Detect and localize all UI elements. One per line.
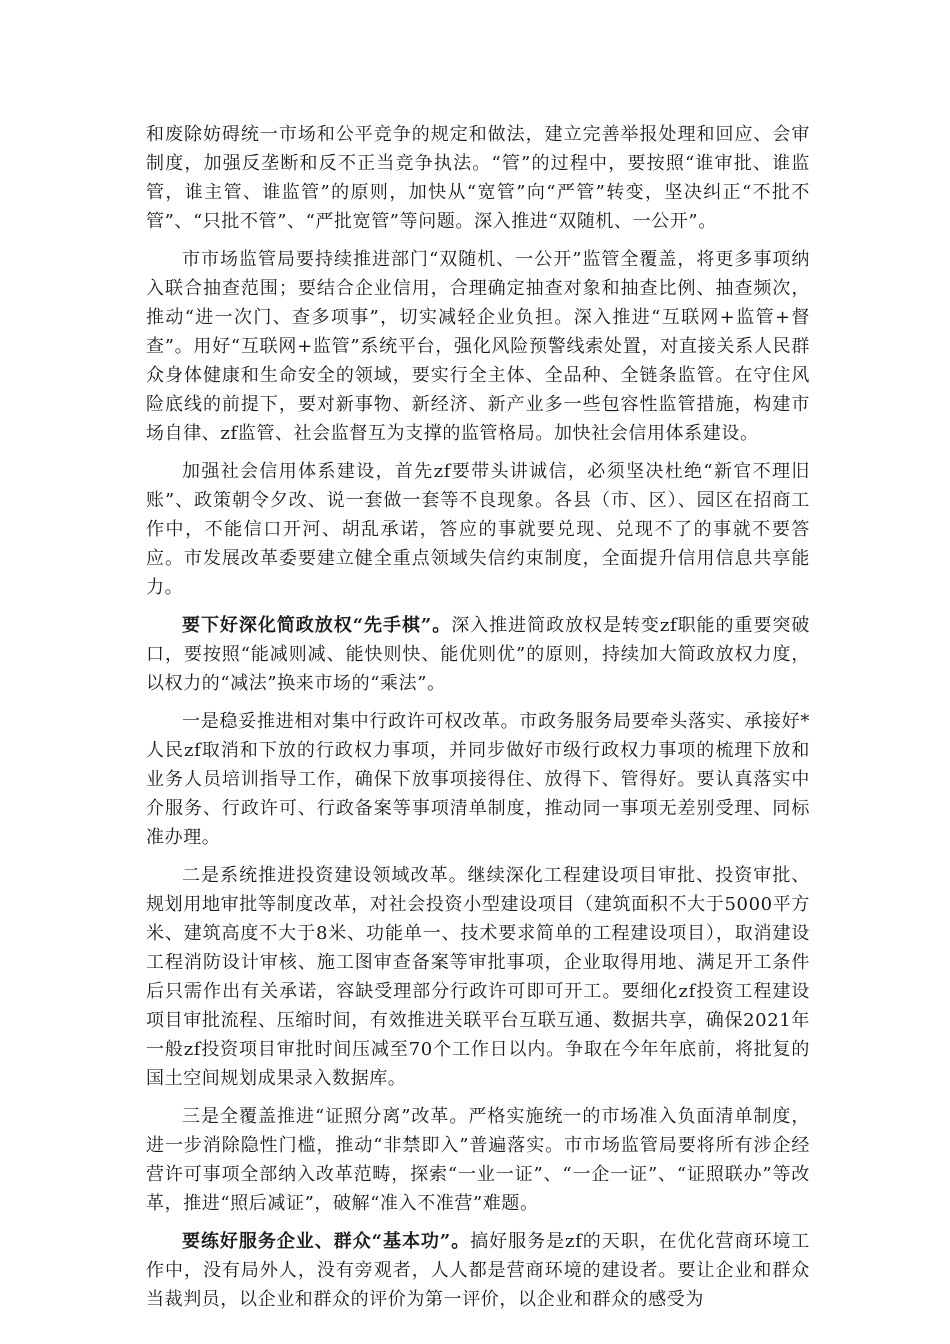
paragraph-4-heading: 要下好深化简政放权“先手棋”。 bbox=[182, 615, 452, 636]
paragraph-3-text: 加强社会信用体系建设，首先zf要带头讲诚信，必须坚决杜绝“新官不理旧账”、政策朝令夕改、说一套做一套等不良现象。各县（市、区）、园区在招商工作中，不能信口开河、胡乱承诺，答应的事就要兑现、兑现不了的事就不要答应。市发展改革委要建立健全重点领域失信约束制度，全面提升信用信息共享能力。 bbox=[146, 461, 810, 598]
paragraph-3 bbox=[146, 457, 810, 602]
paragraph-8-heading: 要练好服务企业、群众“基本功”。 bbox=[182, 1231, 471, 1252]
paragraph-4 bbox=[146, 611, 810, 698]
document-page bbox=[146, 120, 810, 1323]
paragraph-8 bbox=[146, 1227, 810, 1314]
paragraph-7 bbox=[146, 1102, 810, 1218]
paragraph-1 bbox=[146, 120, 810, 236]
paragraph-7-text: 三是全覆盖推进“证照分离”改革。严格实施统一的市场准入负面清单制度，进一步消除隐性门槛，推动“非禁即入”普遍落实。市市场监管局要将所有涉企经营许可事项全部纳入改革范畴，探索“一业一证”、“一企一证”、“证照联办”等改革，推进“照后减证”，破解“准入不准营”难题。 bbox=[146, 1106, 810, 1214]
paragraph-6 bbox=[146, 861, 810, 1093]
paragraph-1-text: 和废除妨碍统一市场和公平竞争的规定和做法，建立完善举报处理和回应、会审制度，加强反垄断和反不正当竞争执法。“管”的过程中，要按照“谁审批、谁监管，谁主管、谁监管”的原则，加快从“宽管”向“严管”转变，坚决纠正“不批不管”、“只批不管”、“严批宽管”等问题。深入推进“双随机、一公开”。 bbox=[146, 124, 810, 232]
paragraph-2 bbox=[146, 245, 810, 448]
paragraph-4-text: 深入推进简政放权是转变zf职能的重要突破口，要按照“能减则减、能快则快、能优则优”的原则，持续加大简政放权力度，以权力的“减法”换来市场的“乘法”。 bbox=[146, 615, 810, 694]
paragraph-5 bbox=[146, 707, 810, 852]
paragraph-5-text: 一是稳妥推进相对集中行政许可权改革。市政务服务局要牵头落实、承接好*人民zf取消和下放的行政权力事项，并同步做好市级行政权力事项的梳理下放和业务人员培训指导工作，确保下放事项接得住、放得下、管得好。要认真落实中介服务、行政许可、行政备案等事项清单制度，推动同一事项无差别受理、同标准办理。 bbox=[146, 711, 810, 848]
paragraph-6-text: 二是系统推进投资建设领域改革。继续深化工程建设项目审批、投资审批、规划用地审批等制度改革，对社会投资小型建设项目（建筑面积不大于5000平方米、建筑高度不大于8米、功能单一、技术要求简单的工程建设项目），取消建设工程消防设计审核、施工图审查备案等审批事项，企业取得用地、满足开工条件后只需作出有关承诺，容缺受理部分行政许可即可开工。要细化zf投资工程建设项目审批流程、压缩时间，有效推进关联平台互联互通、数据共享，确保2021年一般zf投资项目审批时间压减至70个工作日以内。争取在今年年底前，将批复的国土空间规划成果录入数据库。 bbox=[146, 865, 810, 1089]
paragraph-8-text: 搞好服务是zf的天职，在优化营商环境工作中，没有局外人，没有旁观者，人人都是营商环境的建设者。要让企业和群众当裁判员，以企业和群众的评价为第一评价，以企业和群众的感受为 bbox=[146, 1231, 811, 1310]
paragraph-2-text: 市市场监管局要持续推进部门“双随机、一公开”监管全覆盖，将更多事项纳入联合抽查范围；要结合企业信用，合理确定抽查对象和抽查比例、抽查频次，推动“进一次门、查多项事”，切实减轻企业负担。深入推进“互联网+监管+督查”。用好“互联网+监管”系统平台，强化风险预警线索处置，对直接关系人民群众身体健康和生命安全的领域，要实行全主体、全品种、全链条监管。在守住风险底线的前提下，要对新事物、新经济、新产业多一些包容性监管措施，构建市场自律、zf监管、社会监督互为支撑的监管格局。加快社会信用体系建设。 bbox=[146, 249, 810, 444]
